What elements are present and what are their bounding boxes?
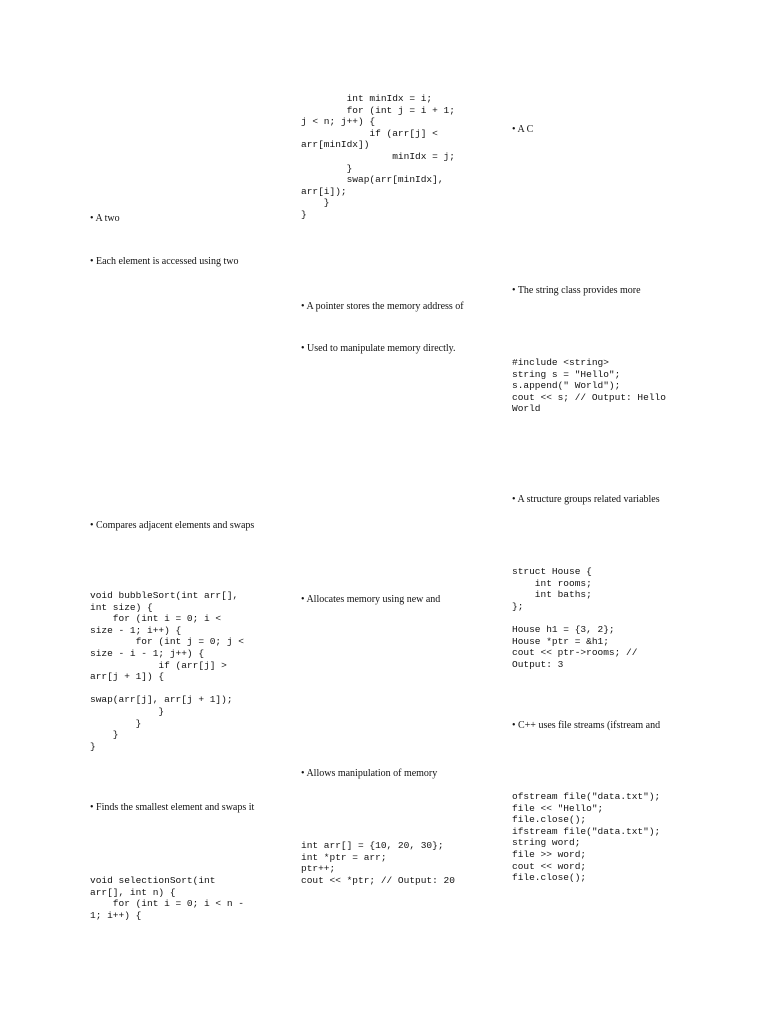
bullet-selection-sort-desc: • Finds the smallest element and swaps it: [90, 802, 255, 813]
code-string-example: #include <string> string s = "Hello"; s.append(" World"); cout << s; // Output: Hello World: [512, 357, 666, 415]
bullet-structure-def: • A structure groups related variables: [512, 494, 660, 505]
code-bubble-sort: void bubbleSort(int arr[], int size) { for (int i = 0; i < size - 1; i++) { for (int j = 0; j < size - i - 1; j++) { if (arr[j] > arr[j + 1]) { swap(arr[j], arr[j + 1]); } } } }: [90, 590, 244, 752]
code-selection-sort-end: int minIdx = i; for (int j = i + 1; j < n; j++) { if (arr[j] < arr[minIdx]) minIdx = j; } swap(arr[minIdx], arr[i]); } }: [301, 93, 455, 220]
bullet-pointer-def: • A pointer stores the memory address of: [301, 301, 464, 312]
bullet-two-d-array: • A two: [90, 213, 120, 224]
bullet-string-class: • The string class provides more: [512, 285, 641, 296]
code-selection-sort-start: void selectionSort(int arr[], int n) { for (int i = 0; i < n - 1; i++) {: [90, 875, 244, 921]
bullet-file-streams: • C++ uses file streams (ifstream and: [512, 720, 661, 731]
bullet-pointer-arithmetic: • Allows manipulation of memory: [301, 768, 438, 779]
bullet-element-access: • Each element is accessed using two: [90, 256, 239, 267]
code-struct-example: struct House { int rooms; int baths; }; House h1 = {3, 2}; House *ptr = &h1; cout << ptr->rooms; // Output: 3: [512, 566, 638, 670]
code-pointer-arithmetic: int arr[] = {10, 20, 30}; int *ptr = arr; ptr++; cout << *ptr; // Output: 20: [301, 840, 455, 886]
bullet-pointer-use: • Used to manipulate memory directly.: [301, 343, 456, 354]
code-file-io-example: ofstream file("data.txt"); file << "Hello"; file.close(); ifstream file("data.txt"); string word; file >> word; cout << word; file.close();: [512, 791, 661, 884]
bullet-c-string: • A C: [512, 124, 534, 135]
bullet-bubble-sort-desc: • Compares adjacent elements and swaps: [90, 520, 255, 531]
bullet-dynamic-memory: • Allocates memory using new and: [301, 594, 441, 605]
